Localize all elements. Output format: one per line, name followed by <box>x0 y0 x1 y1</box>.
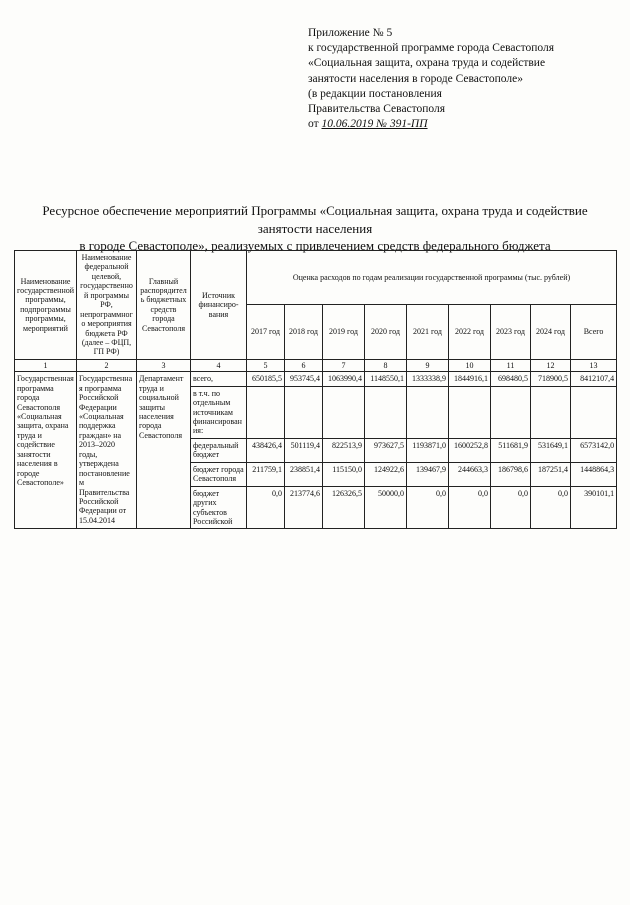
value-cell: 0,0 <box>247 486 285 529</box>
value-cell <box>247 386 285 438</box>
value-cell: 115150,0 <box>323 462 365 486</box>
value-cell <box>365 386 407 438</box>
value-cell: 1148550,1 <box>365 372 407 386</box>
value-cell <box>323 386 365 438</box>
value-cell: 511681,9 <box>491 438 531 462</box>
document-title-line: в городе Севастополе», реализуемых с привлечением средств федерального бюджета <box>79 238 551 254</box>
total-cell: 8412107,4 <box>571 372 617 386</box>
header-col-2: Наименование федеральной целевой, государственной программы РФ, непрограммного мероприятия бюджета РФ (далее – ФЦП, ГП РФ) <box>77 251 137 360</box>
value-cell: 0,0 <box>491 486 531 529</box>
value-cell <box>449 386 491 438</box>
value-cell: 1193871,0 <box>407 438 449 462</box>
table-row <box>15 372 617 386</box>
value-cell: 438426,4 <box>247 438 285 462</box>
column-number: 12 <box>531 359 571 371</box>
header-year: 2017 год <box>247 305 285 359</box>
source-cell: всего, <box>191 372 247 386</box>
table-header-row <box>15 251 617 305</box>
appendix-line: «Социальная защита, охрана труда и содействие <box>308 57 546 70</box>
program-name-cell: Государственная программа города Севастополя «Социальная защита, охрана труда и содействие занятости населения в городе Севастополе» <box>15 372 77 529</box>
total-cell: 1448864,3 <box>571 462 617 486</box>
document-title-line: Ресурсное обеспечение мероприятий Программы «Социальная защита, охрана труда и содействие занятости населения <box>42 203 588 236</box>
header-year: 2023 год <box>491 305 531 359</box>
total-cell: 390101,1 <box>571 486 617 529</box>
source-cell: в т.ч. по отдельным источникам финансирования: <box>191 386 247 438</box>
header-year: 2022 год <box>449 305 491 359</box>
value-cell: 213774,6 <box>285 486 323 529</box>
value-cell: 953745,4 <box>285 372 323 386</box>
value-cell: 0,0 <box>407 486 449 529</box>
column-number: 11 <box>491 359 531 371</box>
value-cell: 238851,4 <box>285 462 323 486</box>
column-number: 3 <box>137 359 191 371</box>
total-cell: 6573142,0 <box>571 438 617 462</box>
header-year: 2019 год <box>323 305 365 359</box>
appendix-line: к государственной программе города Севастополя <box>308 42 555 55</box>
column-number: 5 <box>247 359 285 371</box>
federal-program-cell: Государственная программа Российской Федерации «Социальная поддержка граждан» на 2013–2020 годы, утверждена постановлением Правительства Российской Федерации от 15.04.2014 <box>77 372 137 529</box>
source-cell: федеральный бюджет <box>191 438 247 462</box>
document-title <box>24 202 606 255</box>
value-cell: 211759,1 <box>247 462 285 486</box>
appendix-date-value: 10.06.2019 № 391-ПП <box>321 118 428 131</box>
column-number-row <box>15 359 617 371</box>
value-cell <box>491 386 531 438</box>
source-cell: бюджет города Севастополя <box>191 462 247 486</box>
value-cell: 124922,6 <box>365 462 407 486</box>
column-number: 13 <box>571 359 617 371</box>
department-cell: Департамент труда и социальной защиты населения города Севастополя <box>137 372 191 529</box>
value-cell <box>407 386 449 438</box>
value-cell <box>531 386 571 438</box>
value-cell: 139467,9 <box>407 462 449 486</box>
value-cell: 244663,3 <box>449 462 491 486</box>
appendix-block <box>308 26 608 132</box>
value-cell: 0,0 <box>449 486 491 529</box>
column-number: 2 <box>77 359 137 371</box>
value-cell: 186798,6 <box>491 462 531 486</box>
value-cell: 650185,5 <box>247 372 285 386</box>
header-total: Всего <box>571 305 617 359</box>
header-col-1: Наименование государственной программы, подпрограммы программы, мероприятий <box>15 251 77 360</box>
appendix-line: занятости населения в городе Севастополе» <box>308 72 523 85</box>
value-cell: 1844916,1 <box>449 372 491 386</box>
resource-table <box>14 250 617 529</box>
value-cell: 0,0 <box>531 486 571 529</box>
header-budget: Оценка расходов по годам реализации государственной программы (тыс. рублей) <box>247 251 617 305</box>
appendix-line: (в редакции постановления <box>308 87 442 100</box>
value-cell: 126326,5 <box>323 486 365 529</box>
source-cell: бюджет других субъектов Российской <box>191 486 247 529</box>
value-cell <box>285 386 323 438</box>
value-cell: 1063990,4 <box>323 372 365 386</box>
header-year: 2024 год <box>531 305 571 359</box>
value-cell: 1333338,9 <box>407 372 449 386</box>
value-cell: 718900,5 <box>531 372 571 386</box>
value-cell: 531649,1 <box>531 438 571 462</box>
column-number: 7 <box>323 359 365 371</box>
header-year: 2020 год <box>365 305 407 359</box>
value-cell: 187251,4 <box>531 462 571 486</box>
header-col-3: Главный распорядитель бюджетных средств города Севастополя <box>137 251 191 360</box>
header-year: 2021 год <box>407 305 449 359</box>
header-year: 2018 год <box>285 305 323 359</box>
value-cell: 822513,9 <box>323 438 365 462</box>
column-number: 8 <box>365 359 407 371</box>
column-number: 1 <box>15 359 77 371</box>
appendix-date-line <box>308 117 608 132</box>
header-col-4: Источник финансиро-вания <box>191 251 247 360</box>
column-number: 9 <box>407 359 449 371</box>
value-cell: 501119,4 <box>285 438 323 462</box>
value-cell: 50000,0 <box>365 486 407 529</box>
total-cell <box>571 386 617 438</box>
value-cell: 698480,5 <box>491 372 531 386</box>
appendix-title: Приложение № 5 <box>308 27 393 39</box>
value-cell: 973627,5 <box>365 438 407 462</box>
column-number: 4 <box>191 359 247 371</box>
value-cell: 1600252,8 <box>449 438 491 462</box>
column-number: 10 <box>449 359 491 371</box>
appendix-date-prefix: от <box>308 118 319 131</box>
appendix-line: Правительства Севастополя <box>308 102 446 115</box>
column-number: 6 <box>285 359 323 371</box>
